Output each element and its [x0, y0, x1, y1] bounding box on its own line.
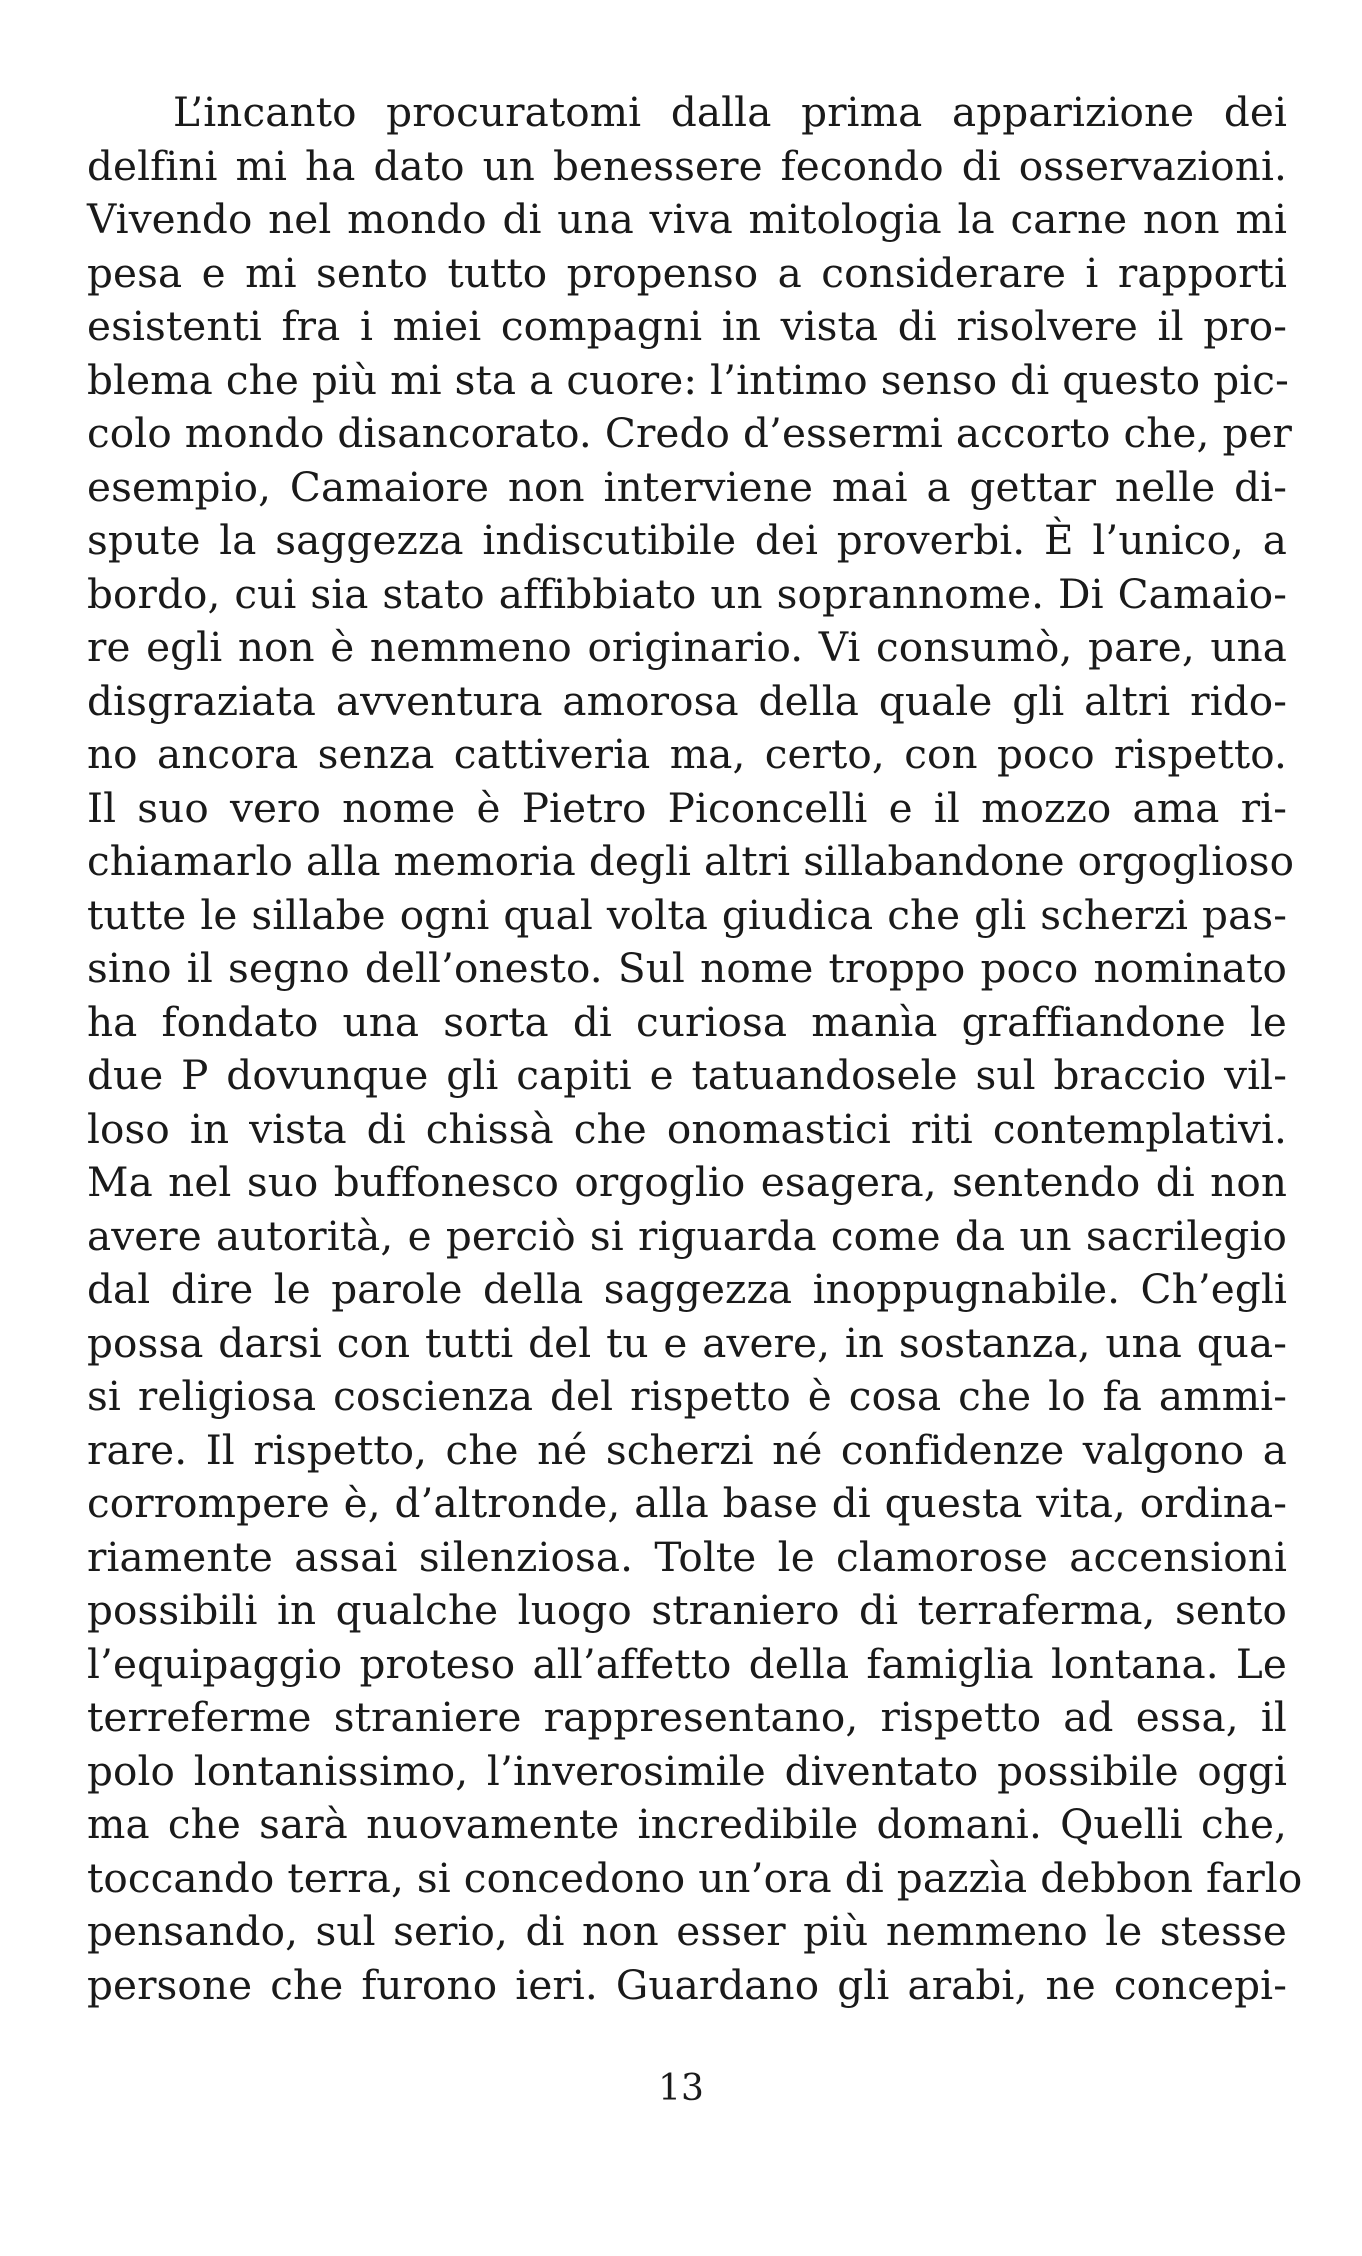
text-line: avere autorità, e perciò si riguarda come da un sacrilegio	[87, 1211, 1287, 1260]
text-line: bordo, cui sia stato affibbiato un soprannome. Di Camaio-	[87, 569, 1287, 618]
text-line: possa darsi con tutti del tu e avere, in sostanza, una qua-	[87, 1318, 1287, 1367]
text-line: delfini mi ha dato un benessere fecondo di osservazioni.	[87, 141, 1287, 190]
text-line: pensando, sul serio, di non esser più nemmeno le stesse	[87, 1907, 1287, 1955]
text-line: loso in vista di chissà che onomastici riti contemplativi.	[87, 1104, 1287, 1153]
text-line: esistenti fra i miei compagni in vista di risolvere il pro-	[87, 302, 1287, 350]
text-line: no ancora senza cattiveria ma, certo, con poco rispetto.	[87, 730, 1287, 778]
text-line: ha fondato una sorta di curiosa manìa graffiandone le	[87, 997, 1287, 1046]
text-line: riamente assai silenziosa. Tolte le clamorose accensioni	[87, 1532, 1287, 1581]
text-line: spute la saggezza indiscutibile dei proverbi. È l’unico, a	[87, 516, 1287, 564]
text-line: sino il segno dell’onesto. Sul nome troppo poco nominato	[87, 944, 1287, 992]
text-line: polo lontanissimo, l’inverosimile diventato possibile oggi	[87, 1746, 1287, 1795]
text-line: re egli non è nemmeno originario. Vi consumò, pare, una	[87, 623, 1287, 671]
text-line: chiamarlo alla memoria degli altri sillabandone orgoglioso	[87, 837, 1295, 885]
text-line: esempio, Camaiore non interviene mai a gettar nelle di-	[87, 462, 1287, 511]
text-line: toccando terra, si concedono un’ora di pazzìa debbon farlo	[87, 1853, 1303, 1902]
text-line: due P dovunque gli capiti e tatuandosele sul braccio vil-	[87, 1051, 1287, 1099]
text-line: l’equipaggio proteso all’affetto della famiglia lontana. Le	[87, 1639, 1287, 1688]
text-line: tutte le sillabe ogni qual volta giudica che gli scherzi pas-	[87, 890, 1287, 939]
text-line: possibili in qualche luogo straniero di terraferma, sento	[87, 1586, 1287, 1634]
text-line: L’incanto procuratomi dalla prima apparizione dei	[173, 88, 1287, 136]
text-line: Vivendo nel mondo di una viva mitologia la carne non mi	[87, 195, 1287, 243]
text-line: persone che furono ieri. Guardano gli arabi, ne concepi-	[87, 1960, 1287, 2009]
body-text	[87, 86, 1303, 2012]
text-line: colo mondo disancorato. Credo d’essermi accorto che, per	[87, 409, 1292, 457]
text-line: pesa e mi sento tutto propenso a considerare i rapporti	[87, 248, 1287, 297]
text-line: Il suo vero nome è Pietro Piconcelli e il mozzo ama ri-	[87, 783, 1287, 832]
text-line: dal dire le parole della saggezza inoppugnabile. Ch’egli	[87, 1265, 1287, 1313]
page-number: 13	[658, 2068, 704, 2109]
text-line: ma che sarà nuovamente incredibile domani. Quelli che,	[87, 1800, 1287, 1848]
text-line: disgraziata avventura amorosa della quale gli altri rido-	[87, 676, 1287, 725]
text-line: terreferme straniere rappresentano, rispetto ad essa, il	[87, 1693, 1287, 1741]
text-line: blema che più mi sta a cuore: l’intimo senso di questo pic-	[87, 355, 1289, 404]
text-line: Ma nel suo buffonesco orgoglio esagera, sentendo di non	[87, 1158, 1287, 1206]
text-line: si religiosa coscienza del rispetto è cosa che lo fa ammi-	[87, 1372, 1287, 1420]
text-line: rare. Il rispetto, che né scherzi né confidenze valgono a	[87, 1425, 1287, 1474]
text-line: corrompere è, d’altronde, alla base di questa vita, ordina-	[87, 1479, 1287, 1527]
